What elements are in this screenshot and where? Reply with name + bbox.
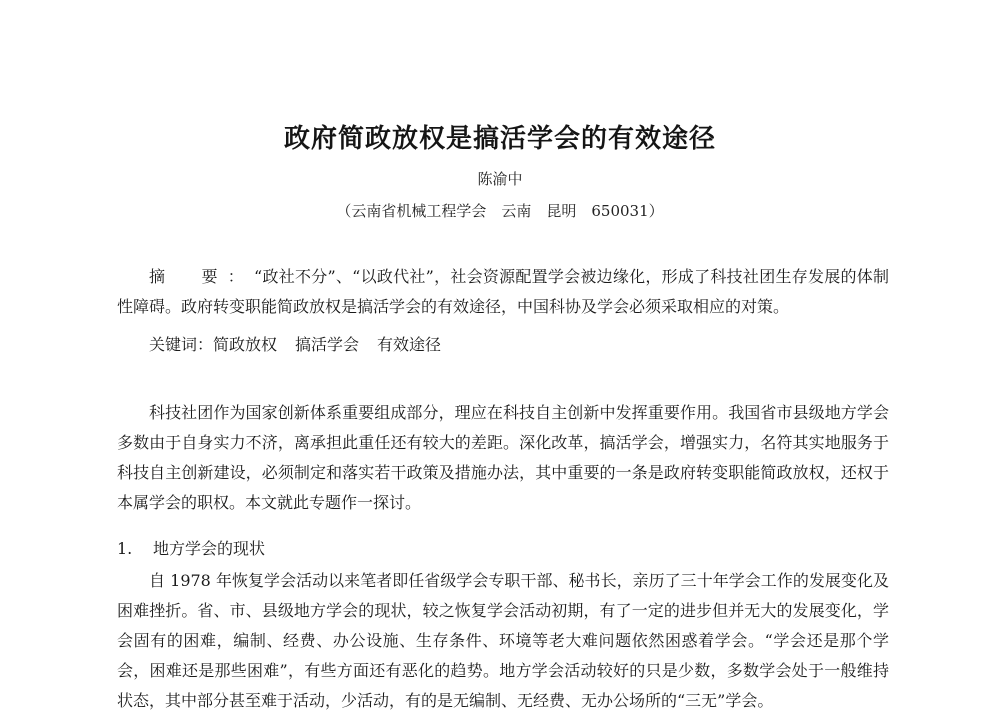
keyword-item: 有效途径 <box>377 335 442 354</box>
intro-paragraph: 科技社团作为国家创新体系重要组成部分，理应在科技自主创新中发挥重要作用。我国省市县级地方学会多数由于自身实力不济，离承担此重任还有较大的差距。深化改革，搞活学会，增强实力，名符其实地服务于科技自主创新建设，必须制定和落实若干政策及措施办法，其中重要的一条是政府转变职能简政放权，还权于本属学会的职权。本文就此专题作一探讨。 <box>117 403 889 512</box>
abstract-label: 摘 要： <box>149 267 255 286</box>
section-number: 1. <box>117 539 133 558</box>
paper-title: 政府简政放权是搞活学会的有效途径 <box>283 124 716 154</box>
section-paragraph: 自 1978 年恢复学会活动以来笔者即任省级学会专职干部、秘书长，亲历了三十年学会工作的发展变化及困难挫折。省、市、县级地方学会的现状，较之恢复学会活动初期，有了一定的进步但并无大的发展变化，学会固有的困难，编制、经费、办公设施、生存条件、环境等老大难问题依然困惑着学会。“学会还是那个学会，困难还是那些困难”，有些方面还有恶化的趋势。地方学会活动较好的只是少数，多数学会处于一般维持状态，其中部分甚至难于活动，少活动，有的是无编制、无经费、无办公场所的“三无”学会。 <box>117 571 889 710</box>
section-title: 地方学会的现状 <box>153 539 266 558</box>
section-heading <box>117 534 889 564</box>
keyword-item: 搞活学会 <box>295 335 360 354</box>
keywords-line <box>149 330 889 360</box>
keywords-label: 关键词： <box>149 335 214 354</box>
abstract-text: “政社不分”、“以政代社”，社会资源配置学会被边缘化，形成了科技社团生存发展的体制性障碍。政府转变职能简政放权是搞活学会的有效途径，中国科协及学会必须采取相应的对策。 <box>117 267 889 316</box>
abstract-paragraph <box>117 262 889 322</box>
keyword-item: 简政放权 <box>213 335 278 354</box>
author-affiliation: （云南省机械工程学会 云南 昆明 650031） <box>336 202 664 220</box>
author-name: 陈渝中 <box>477 170 523 188</box>
